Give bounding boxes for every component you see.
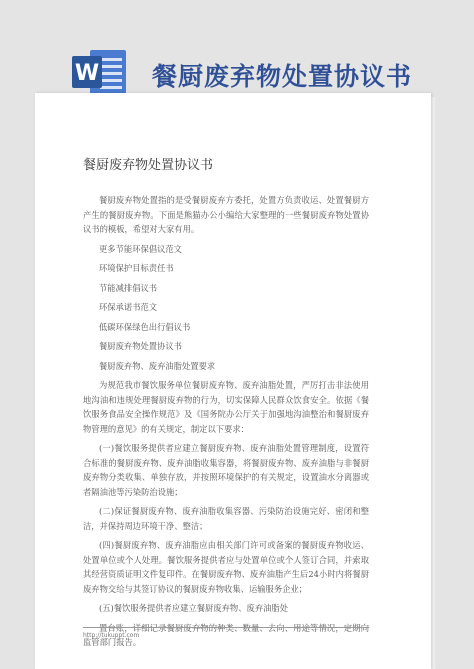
document-body: [83, 158, 369, 655]
related-link[interactable]: 环保承诺书范文: [99, 302, 158, 312]
footer-url: http://tukuppt.com: [83, 632, 140, 639]
body-paragraph: (二)保证餐厨废弃物、废弃油脂收集容器、污染防治设施完好、密闭和整洁，并保持周边环境干净、整洁；: [83, 506, 369, 531]
page-title: 餐厨废弃物处置协议书: [152, 62, 413, 91]
related-link[interactable]: 节能减排倡议书: [99, 282, 158, 293]
body-paragraph: 为规范我市餐饮服务单位餐厨废弃物、废弃油脂处置，严厉打击非法使用地沟油和违规处理餐厨废弃物的行为，切实保障人民群众饮食安全。依据《餐饮服务食品安全操作规范》及《国务院办公厅关于加强地沟油整治和餐厨废弃物管理的意见》的有关规定，制定以下要求：: [83, 380, 369, 434]
related-link[interactable]: 更多节能环保倡议范文: [99, 243, 182, 254]
body-paragraph: 置台账，详细记录餐厨废弃物的种类、数量、去向、用途等情况，定期向监管部门报告。: [83, 622, 369, 647]
related-link[interactable]: 餐厨废弃物处置协议书: [99, 341, 182, 351]
related-link[interactable]: 环境保护目标责任书: [99, 263, 174, 273]
body-paragraph: (一)餐饮服务提供者应建立餐厨废弃物、废弃油脂处置管理制度，设置符合标准的餐厨废弃物、废弃油脂收集容器，将餐厨废弃物、废弃油脂与非餐厨废弃物分类收集、单独存放，并按照环境保护的有关规定，设置油水分离器或者隔油池等污染防治设施；: [83, 443, 369, 497]
intro-paragraph: 餐厨废弃物处置指的是受餐厨废弃方委托，处置方负责收运、处置餐厨方产生的餐厨废弃物。下面是熊猫办公小编给大家整理的一些餐厨废弃物处置协议书的模板，希望对大家有用。: [83, 195, 369, 234]
footer-divider: [83, 627, 369, 628]
header: [0, 0, 474, 106]
document-title: 餐厨废弃物处置协议书: [83, 158, 214, 173]
body-paragraph: (五)餐饮服务提供者应建立餐厨废弃物、废弃油脂处: [99, 603, 289, 613]
related-link[interactable]: 餐厨废弃物、废弃油脂处置要求: [99, 360, 216, 371]
word-icon: [70, 48, 128, 96]
word-icon-letter: W: [74, 61, 100, 86]
related-link[interactable]: 低碳环保绿色出行倡议书: [99, 321, 191, 332]
body-paragraph: (四)餐厨废弃物、废弃油脂应由相关部门许可或备案的餐厨废弃物收运、处置单位或个人处理。餐饮服务提供者应与处置单位或个人签订合同，并索取其经营资质证明文件复印件。在餐厨废弃物、废弃油脂产生后24小时内将餐厨废弃物交给与其签订协议的餐厨废弃物收集、运输服务企业；: [83, 540, 369, 594]
